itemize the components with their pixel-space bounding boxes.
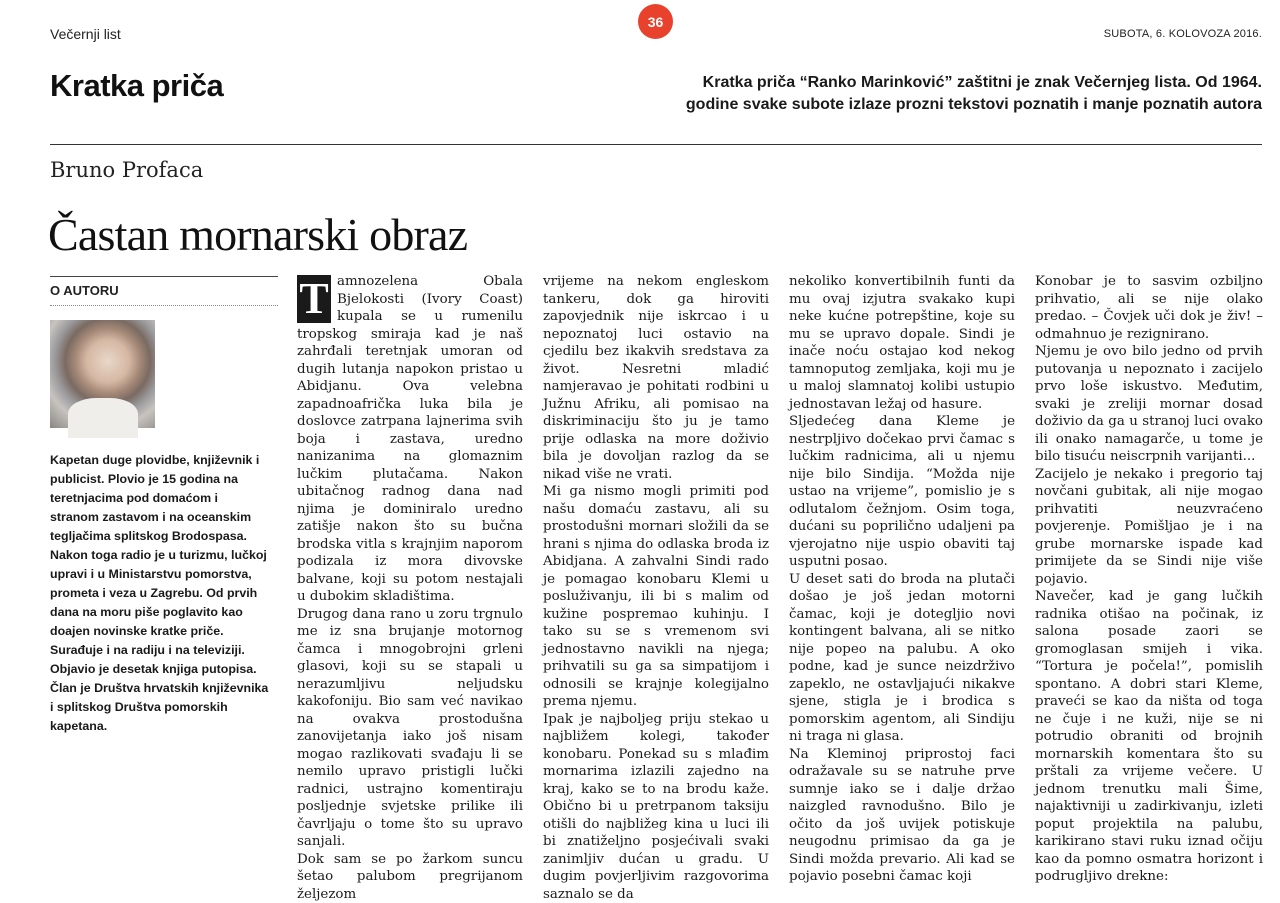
article-paragraph: Ipak je najboljeg priju stekao u najbližem kolegi, također konobaru. Ponekad su s mlađim mornarima izlazili zajedno na kraj, kako se to na brodu kaže. Obično bi u pretrpanom taksiju otišli do najbližeg kina u luci ili bi znatiželjno posjećivali svaki zanimljiv dućan u gradu. U dugim povjerljivim razgovorima saznalo se da [543,711,769,903]
article-paragraph: vrijeme na nekom engleskom tankeru, dok ga hiroviti zapovjednik nije iskrcao i u nepoznatoj luci ostavio na cjedilu bez ikakvih sredstava za život. Nesretni mladić namjeravao je pohitati rodbini u Južnu Afriku, ali pomisao na diskriminaciju što ju je tamo prije odlaska na more doživio bila je dovoljan razlog da se nikad više ne vrati. [543,273,769,483]
issue-date: SUBOTA, 6. KOLOVOZA 2016. [1104,28,1262,40]
section-description: Kratka priča “Ranko Marinković” zaštitni je znak Večernjeg lista. Od 1964. godine svake subote izlaze prozni tekstovi poznatih i manje poznatih autora [662,72,1262,116]
header-divider [50,144,1262,145]
article-paragraph: Na Kleminoj priprostoj faci odražavale su se natruhe prve sumnje iako se i dalje držao naizgled ravnodušno. Bilo je očito da još uvijek potiskuje neugodnu primisao da ga je Sindi možda prevario. Ali kad se pojavio posebni čamac koji [789,746,1015,886]
about-author-label: O AUTORU [50,283,119,298]
publication-name: Večernji list [50,26,121,42]
about-divider [50,276,278,277]
about-divider-dotted [50,305,278,306]
article-author: Bruno Profaca [50,158,203,182]
article-paragraph: nekoliko konvertibilnih funti da mu ovaj izjutra svakako kupi neke kućne potrepštine, koje su mu se upravo dopale. Sindi je inače noću ostajao kod nekog tamnoputog zemljaka, koji mu je u maloj slamnatoj kolibi ustupio jednostavan ležaj od hasure. [789,273,1015,413]
author-bio: Kapetan duge plovidbe, književnik i publicist. Plovio je 15 godina na teretnjacima pod domaćom i stranom zastavom i na oceanskim tegljačima splitskog Brodospasa. Nakon toga radio je u turizmu, lučkoj upravi i u Ministarstvu pomorstva, prometa i veza u Zagrebu. Od prvih dana na moru piše poglavito kao doajen novinske kratke priče. Surađuje i na radiju i na televiziji. Objavio je desetak knjiga putopisa. Član je Društva hrvatskih književnika i splitskog Društva pomorskih kapetana. [50,451,270,736]
article-paragraph: U deset sati do broda na plutači došao je još jedan motorni čamac, koji je dotegljio novi kontingent balvana, ali se nitko nije popeo na palubu. A oko podne, kad je sunce neizdrživo zapeklo, ne ostavljajući nikakve sjene, stigla je i brodica s pomorskim agentom, ali Sindiju ni traga ni glasa. [789,571,1015,746]
article-column-4 [1035,273,1263,853]
article-paragraph [297,273,523,606]
article-column-3 [789,273,1015,853]
article-paragraph: Mi ga nismo mogli primiti pod našu domaću zastavu, ali su prostodušni mornari složili da se hrani s njima do odlaska broda iz Abidjana. A zahvalni Sindi rado je pomagao konobaru Klemi u posluživanju, ili bi s malim od kužine pospremao kuhinju. I tako su se s vremenom svi jednostavno navikli na njega; prihvatili su ga sa simpatijom i odnosili se krajnje kolegijalno prema njemu. [543,483,769,711]
section-title: Kratka priča [50,68,223,104]
article-paragraph: Dok sam se po žarkom suncu šetao palubom pregrijanom željezom [297,851,523,903]
article-paragraph: Navečer, kad je gang lučkih radnika otišao na počinak, iz salona posade zaori se gromoglasan smijeh i vika. “Tortura je počela!”, pomislih spontano. A dobri stari Kleme, praveći se kao da ništa od toga ne čuje i ne kuži, nije se ni potrudio obraniti od brojnih mornarskih komentara što su prštali za vrijeme večere. U jednom trenutku mali Šime, najaktivniji u zadirkivanju, izleti poput projektila na palubu, karikirano stavi ruku iznad očiju kao da pomno osmatra horizont i podrugljivo drekne: [1035,588,1263,886]
page-number-badge: 36 [638,4,673,39]
drop-cap: T [297,275,331,323]
article-paragraph: Zacijelo je nekako i pregorio taj novčani gubitak, ali nije mogao prihvatiti neuzvraćeno povjerenje. Pomišljao je i na grube mornarske ispade kad primijete da se Sindi nije više pojavio. [1035,466,1263,589]
article-column-2 [543,273,769,853]
article-column-1 [297,273,523,853]
article-headline: Častan mornarski obraz [48,208,467,261]
article-paragraph: Drugog dana rano u zoru trgnulo me iz sna brujanje motornog čamca i mnogobrojni grleni glasovi, koji su se stapali u nerazumljivu neljudsku kakofoniju. Bio sam već navikao na ovakva prostodušna zanovijetanja iako još nisam mogao razlikovati svađaju li se nemilo upravo pristigli lučki radnici, ustrajno komentiraju posljednje svjetske prilike ili čavrljaju o tome što su upravo sanjali. [297,606,523,851]
article-paragraph: Njemu je ovo bilo jedno od prvih putovanja u nepoznato i zacijelo prvo loše iskustvo. Međutim, svaki je zreliji mornar dosad doživio da ga u stranoj luci ovako ili onako namagarče, u tome je bilo tisuću neiscrpnih varijanti... [1035,343,1263,466]
paragraph-text: amnozelena Obala Bjelokosti (Ivory Coast) kupala se u rumenilu tropskog smiraja kad je naš zahrđali teretnjak umoran od dugih lutanja napokon pristao u Abidjanu. Ova velebna zapadnoafrička luka bila je doslovce zatrpana lajnerima svih boja i zastava, uredno nanizanima na glomaznim lučkim plutačama. Nakon ubitačnog radnog dana nad njima je dominiralo uredno zatišje nakon što su bučna brodska vitla s krajnjim naporom podizala iz mora divovske balvane, koji su potom nestajali u dubokim skladištima. [297,274,523,604]
article-paragraph: Sljedećeg dana Kleme je nestrpljivo dočekao prvi čamac s lučkim radnicima, ali u njemu nije bilo Sindija. “Možda nije ustao na vrijeme”, pomislio je s odlutalom čežnjom. Osim toga, dućani su poprilično udaljeni pa vjerojatno nije uspio obaviti taj usputni posao. [789,413,1015,571]
author-photo [50,320,155,428]
article-paragraph: Konobar je to sasvim ozbiljno prihvatio, ali se nije olako predao. – Čovjek uči dok je živ! – odmahnuo je rezignirano. [1035,273,1263,343]
